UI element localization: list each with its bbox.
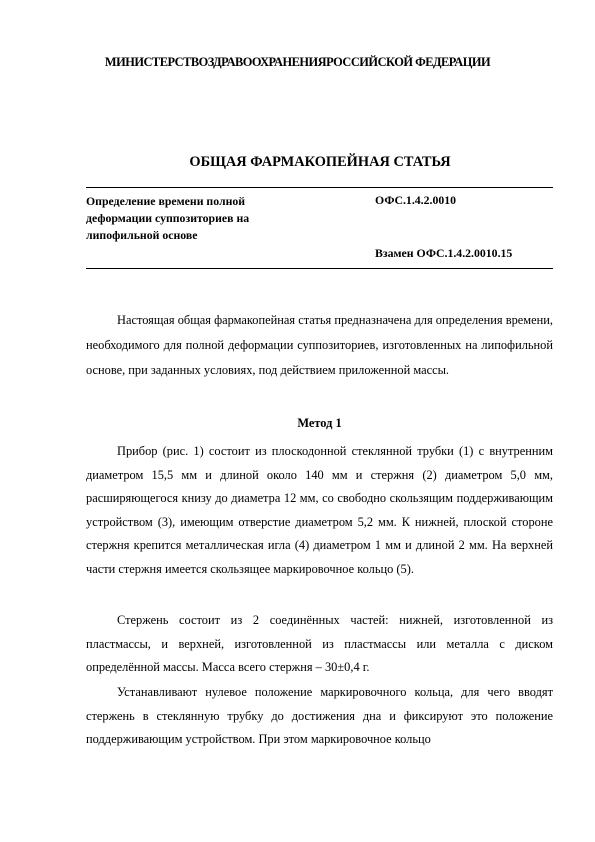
method-heading: Метод 1 xyxy=(297,416,342,430)
article-subject: Определение времени полной деформации суппозиториев на липофильной основе xyxy=(86,194,250,242)
body-paragraph-1: Прибор (рис. 1) состоит из плоскодонной стеклянной трубки (1) с внутренним диаметром 15,5 мм и длиной около 140 мм и стержня (2) диаметром 5,0 мм, расширяющегося книзу до диаметра 12 мм, со свободно скользящим поддерживающим устройством (3), имеющим отверстие диаметром 5,2 мм. К нижней, плоской стороне стержня крепится металлическая игла (4) диаметром 1 мм и длиной 2 мм. На верхней части стержня имеется скользящее маркировочное кольцо (5). xyxy=(86,444,553,576)
intro-paragraph: Настоящая общая фармакопейная статья предназначена для определения времени, необходимого для полной деформации суппозиториев, изготовленных на липофильной основе, при заданных условиях, под действием приложенной массы. xyxy=(86,313,553,377)
article-code: ОФС.1.4.2.0010 xyxy=(375,193,457,207)
top-divider xyxy=(86,187,553,188)
article-type-title: ОБЩАЯ ФАРМАКОПЕЙНАЯ СТАТЬЯ xyxy=(189,154,451,170)
body-paragraph-3: Устанавливают нулевое положение маркировочного кольца, для чего вводят стержень в стеклянную трубку до достижения дна и фиксируют это положение поддерживающим устройством. При этом маркировочное кольцо xyxy=(86,685,553,746)
bottom-divider xyxy=(86,268,553,269)
body-paragraph-2: Стержень состоит из 2 соединённых частей: нижней, изготовленной из пластмассы, и верхней, изготовленной из пластмассы или металла с диском определённой массы. Масса всего стержня – 30±0,4 г. xyxy=(86,613,553,674)
ministry-name: МИНИСТЕРСТВОЗДРАВООХРАНЕНИЯРОССИЙСКОЙ ФЕДЕРАЦИИ xyxy=(104,55,491,69)
replaces-code: Взамен ОФС.1.4.2.0010.15 xyxy=(375,246,513,260)
